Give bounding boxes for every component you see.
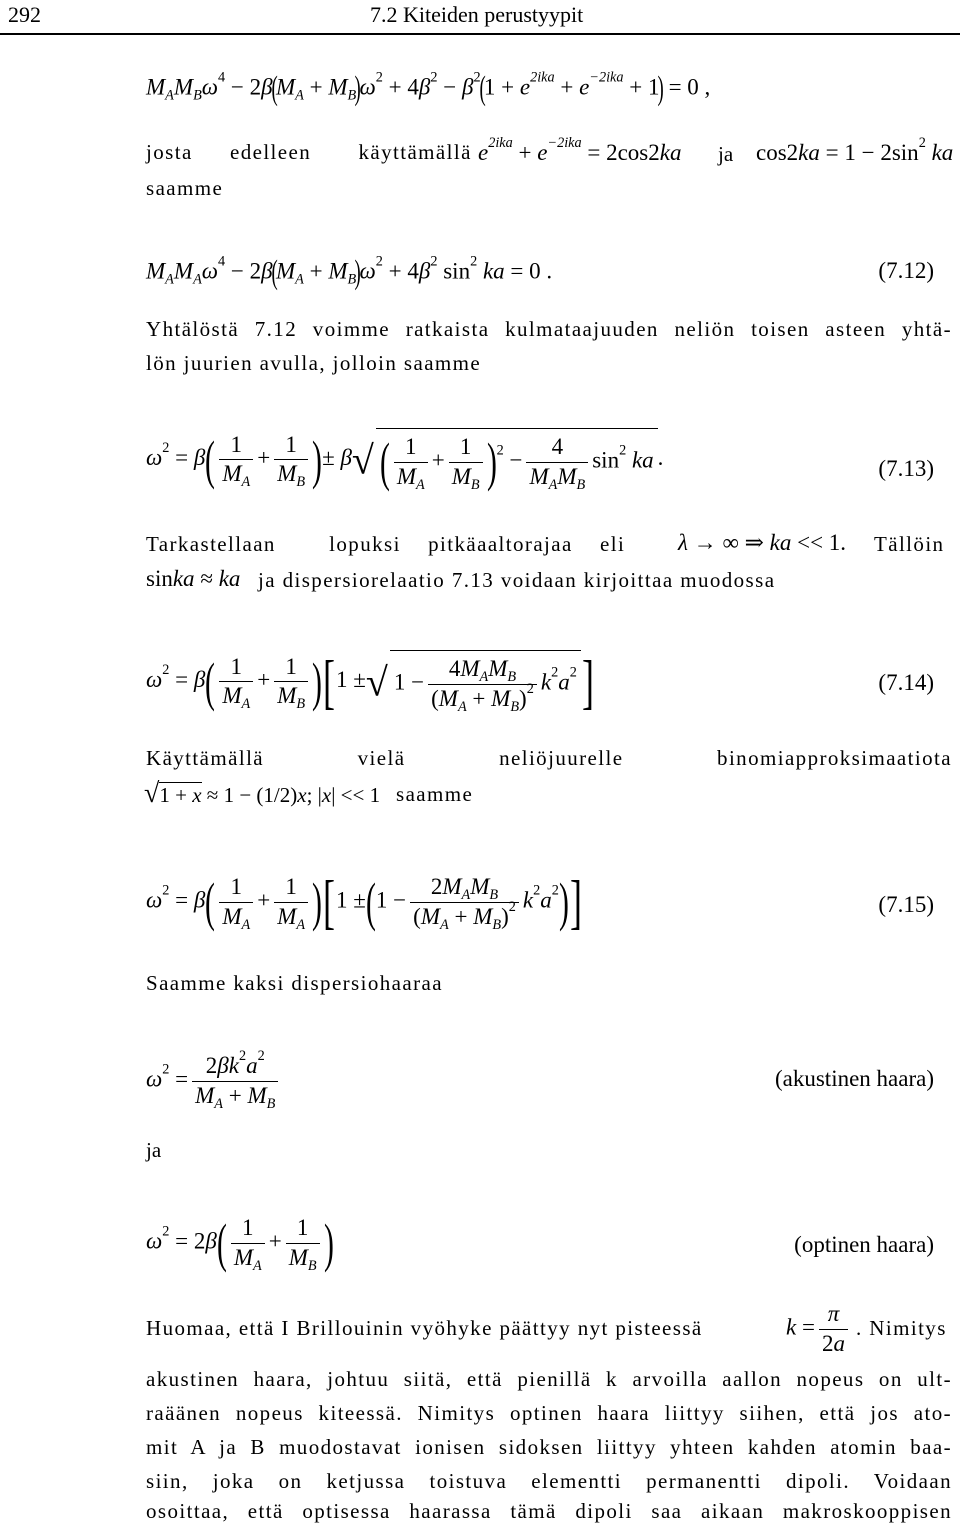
equation-number-7-12: (7.12) — [878, 258, 934, 283]
text-binomiapproksimaatiota: binomiapproksimaatiota — [717, 746, 952, 770]
text-edelleen: edelleen — [229, 140, 312, 164]
equation-number-7-13: (7.13) — [878, 456, 934, 481]
equation-number-7-15: (7.15) — [878, 892, 934, 917]
equation-acoustic-branch: $\omega^2$ = $\frac{2\beta k^2a^2}{M_A + M_B}$ — [146, 1052, 282, 1111]
text-nimitys: . Nimitys — [856, 1316, 947, 1340]
equation-euler-cos: $e^{2ika} + e^{-2ika} = 2\cos 2ka$ — [478, 135, 682, 165]
section-title: 7.2 Kiteiden perustyypit — [370, 2, 584, 27]
equation-number-7-14: (7.14) — [878, 670, 934, 695]
text-pitkaaaltorajaa: pitkäaaltorajaa — [428, 532, 573, 556]
paragraph-line-3: mit A ja B muodostavat ionisen sidoksen liittyy yhteen kahden atomin baa- — [146, 1435, 952, 1459]
text-ja-2: ja — [146, 1138, 162, 1162]
paragraph-line-5: osoittaa, että optisessa haarassa tämä dipoli saa aikaan makroskooppisen — [146, 1499, 952, 1523]
text-kayttamalla: käyttämällä — [358, 140, 472, 164]
paragraph-line-4: siin, joka on ketjussa toistuva elementti permanentti dipoli. Voidaan — [146, 1469, 952, 1493]
text-saamme-kaksi: Saamme kaksi dispersiohaaraa — [146, 971, 443, 995]
text-tarkastellaan: Tarkastellaan — [146, 532, 276, 556]
paragraph-line-2: raäänen nopeus kiteessä. Nimitys optinen haara liittyy siihen, että jos ato- — [146, 1401, 952, 1425]
equation-7-14: $\omega^2 = \beta$( $\frac{1}{M_A}$ + $\frac{1}{M_B}$ )[1 ±√ 1 − $\frac{4M_AM_B}{(M_A + M_B)^2}$ $k^2a^2$] — [146, 648, 594, 715]
text-yhtalosta: Yhtälöstä 7.12 voimme ratkaista kulmataajuuden neliön toisen asteen yhtä- — [146, 317, 952, 341]
equation-7-13: $\omega^2 = \beta$( $\frac{1}{M_A}$ + $\frac{1}{M_B}$ )± β√ ( $\frac{1}{M_A}$ + $\frac{1}{M_B}$ )$^2$ − $\frac{4}{M_AM_B}$ $\sin^2$ ka . — [146, 429, 664, 493]
header-rule — [0, 33, 960, 35]
equation-binomial-approx: √1 + x ≈ 1 − (1/2)x; |x| << 1 — [144, 778, 381, 809]
equation-zone-boundary: k = $\frac{\pi}{2a}$ — [786, 1300, 852, 1359]
page-number: 292 — [8, 2, 41, 27]
equation-optical-branch: $\omega^2 = 2\beta$( $\frac{1}{M_A}$ + $\frac{1}{M_B}$ ) — [146, 1213, 334, 1274]
text-eli: eli — [600, 532, 626, 556]
text-ja-1: ja — [718, 142, 734, 166]
text-lopuksi: lopuksi — [329, 532, 401, 556]
text-kayttamalla-2: Käyttämällä — [146, 746, 265, 770]
label-optinen-haara: (optinen haara) — [794, 1232, 934, 1257]
equation-long-wave-limit: λ → ∞ ⇒ ka << 1. — [678, 530, 847, 555]
text-viela: vielä — [357, 746, 406, 770]
text-saamme-2: saamme — [396, 782, 474, 806]
equation-7-12: $M_AM_A\omega^4 - 2\beta(M_A + M_B)\omega^2 + 4\beta^2$ $\sin^2$ ka = 0 . — [146, 253, 553, 291]
text-neliojuurelle: neliöjuurelle — [499, 746, 624, 770]
equation-cos-double: $\cos 2ka = 1 - 2\sin^2$ ka — [756, 135, 954, 165]
text-saamme-1: saamme — [146, 176, 224, 200]
text-huomaa: Huomaa, että I Brillouinin vyöhyke päättyy nyt pisteessä — [146, 1316, 703, 1340]
paragraph-line-1: akustinen haara, johtuu siitä, että pienillä k arvoilla aallon nopeus on ult- — [146, 1367, 952, 1391]
text-lon-juurien: lön juurien avulla, jolloin saamme — [146, 351, 482, 375]
equation-dispersion-expanded: $M_AM_B\omega^4 - 2\beta(M_A + M_B)\omega^2 + 4\beta^2 - \beta^2(1 + e^{2ika} + e^{-2ika} + 1) = 0$ , — [146, 69, 711, 107]
label-akustinen-haara: (akustinen haara) — [774, 1066, 934, 1091]
equation-7-15: $\omega^2 = \beta$( $\frac{1}{M_A}$ + $\frac{1}{M_A}$ )[1 ±(1 − $\frac{2M_AM_B}{(M_A + M_B)^2}$ $k^2a^2$)] — [146, 869, 582, 935]
equation-sin-approx: sinka ≈ ka — [146, 566, 241, 591]
text-tallloin: Tällöin — [874, 532, 945, 556]
text-josta: josta — [146, 140, 193, 164]
text-dispersio: ja dispersiorelaatio 7.13 voidaan kirjoittaa muodossa — [258, 568, 776, 592]
